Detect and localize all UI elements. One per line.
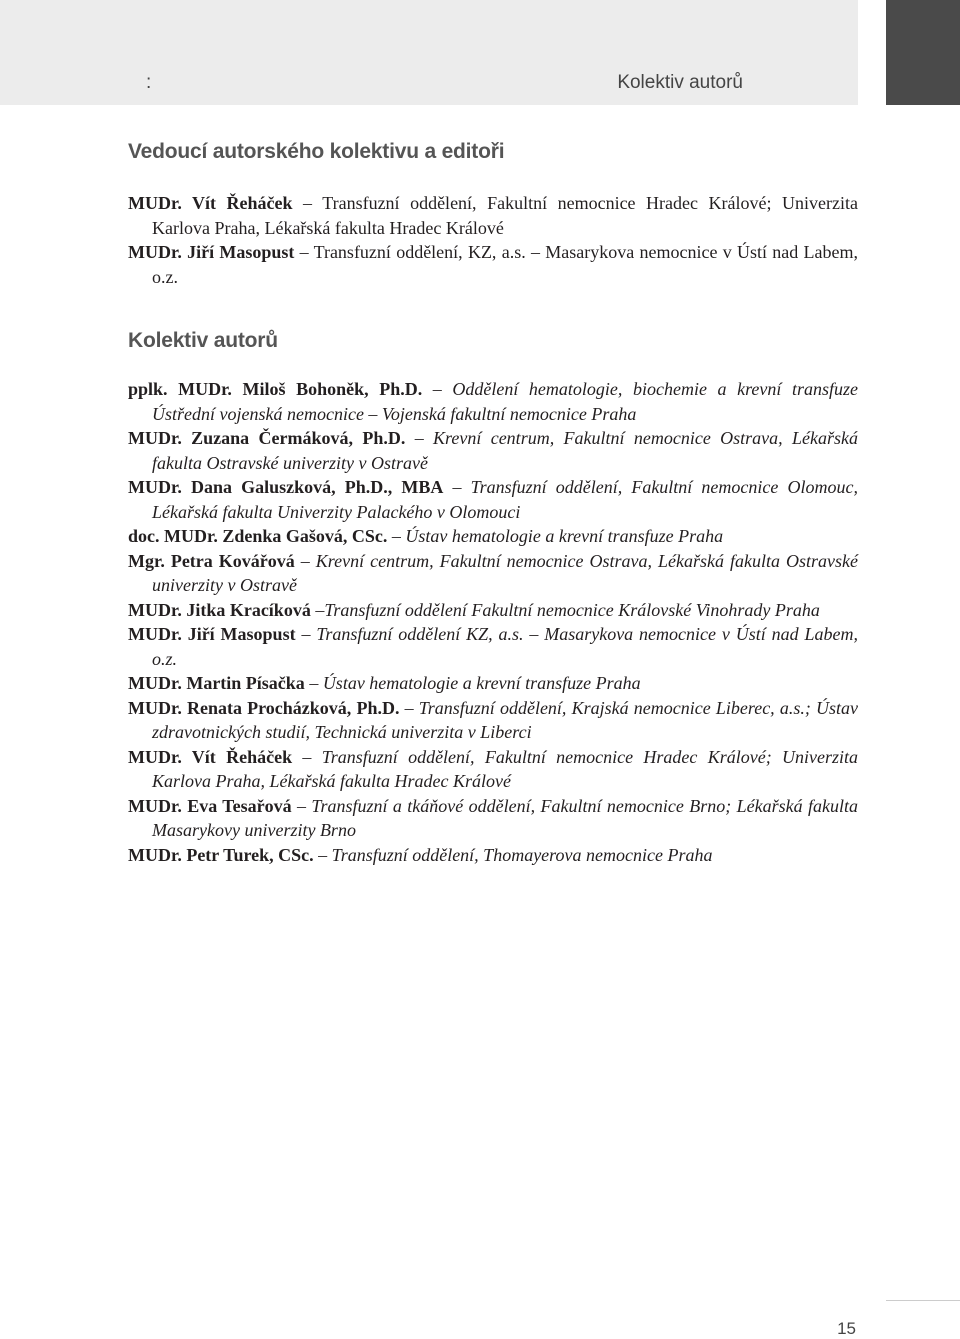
author-name: MUDr. Jitka Kracíková: [128, 599, 311, 620]
list-item: [128, 671, 858, 696]
running-header: [0, 0, 858, 105]
list-item: [128, 426, 858, 475]
list-item: [128, 475, 858, 524]
author-affiliation: – Krevní centrum, Fakultní nemocnice Ostrava, Lékařská fakulta Ostravské univerzity v Ostravě: [152, 428, 858, 473]
list-item: [128, 794, 858, 843]
list-item: [128, 745, 858, 794]
author-name: MUDr. Renata Procházková, Ph.D.: [128, 697, 400, 718]
author-affiliation: – Transfuzní oddělení, Krajská nemocnice Liberec, a.s.; Ústav zdravotnických studií, Technická univerzita v Liberci: [152, 697, 858, 742]
author-affiliation: – Transfuzní oddělení, Fakultní nemocnice Hradec Králové; Univerzita Karlova Praha, Lékařská fakulta Hradec Králové: [152, 746, 859, 791]
list-item: [128, 622, 858, 671]
author-name: MUDr. Jiří Masopust: [128, 624, 296, 644]
author-affiliation: – Transfuzní a tkáňové oddělení, Fakultní nemocnice Brno; Lékařská fakulta Masarykovy univerzity Brno: [152, 795, 859, 840]
author-affiliation: – Transfuzní oddělení KZ, a.s. – Masarykova nemocnice v Ústí nad Labem, o.z.: [152, 624, 858, 669]
list-item: [128, 191, 858, 240]
author-affiliation: –Transfuzní oddělení Fakultní nemocnice Královské Vinohrady Praha: [310, 599, 820, 620]
author-name: MUDr. Dana Galuszková, Ph.D., MBA: [128, 477, 444, 497]
list-item: [128, 524, 858, 549]
section-title-authors: Kolektiv autorů: [128, 329, 278, 352]
list-item: [128, 240, 858, 289]
author-name: MUDr. Vít Řeháček: [128, 746, 293, 767]
page-number: 15: [837, 1319, 856, 1338]
author-name: MUDr. Petr Turek, CSc.: [128, 844, 314, 865]
list-item: [128, 377, 858, 426]
author-affiliation: – Oddělení hematologie, biochemie a krevní transfuze Ústřední vojenská nemocnice – Vojenská fakultní nemocnice Praha: [152, 379, 858, 424]
author-affiliation: – Krevní centrum, Fakultní nemocnice Ostrava, Lékařská fakulta Ostravské univerzity v Ostravě: [152, 550, 858, 595]
author-affiliation: – Transfuzní oddělení, KZ, a.s. – Masarykova nemocnice v Ústí nad Labem, o.z.: [152, 242, 858, 287]
page-content: [128, 140, 858, 867]
author-name: MUDr. Jiří Masopust: [128, 242, 295, 262]
author-affiliation: – Ústav hematologie a krevní transfuze Praha: [304, 673, 641, 693]
list-item: [128, 843, 858, 868]
list-item: [128, 549, 858, 598]
author-affiliation: – Ústav hematologie a krevní transfuze Praha: [387, 526, 724, 546]
section-title-editors: Vedoucí autorského kolektivu a editoři: [128, 140, 505, 163]
author-name: MUDr. Zuzana Čermáková, Ph.D.: [128, 428, 406, 448]
author-name: Mgr. Petra Kovářová: [128, 550, 295, 571]
author-name: doc. MUDr. Zdenka Gašová, CSc.: [128, 526, 388, 546]
header-title: Kolektiv autorů: [617, 72, 743, 93]
header-colon: :: [146, 72, 152, 93]
corner-tab: [886, 0, 960, 105]
author-affiliation: – Transfuzní oddělení, Fakultní nemocnice Olomouc, Lékařská fakulta Univerzity Palackého v Olomouci: [152, 477, 858, 522]
author-name: MUDr. Martin Písačka: [128, 673, 305, 693]
author-name: MUDr. Eva Tesařová: [128, 795, 292, 816]
author-affiliation: – Transfuzní oddělení, Fakultní nemocnice Hradec Králové; Univerzita Karlova Praha, Lékařská fakulta Hradec Králové: [152, 193, 858, 238]
list-item: [128, 598, 858, 623]
author-name: pplk. MUDr. Miloš Bohoněk, Ph.D.: [128, 379, 423, 399]
list-item: [128, 696, 858, 745]
author-affiliation: – Transfuzní oddělení, Thomayerova nemocnice Praha: [313, 844, 713, 865]
author-name: MUDr. Vít Řeháček: [128, 193, 293, 213]
divider: [886, 1300, 960, 1301]
editors-list: [128, 191, 858, 289]
authors-list: [128, 377, 858, 867]
